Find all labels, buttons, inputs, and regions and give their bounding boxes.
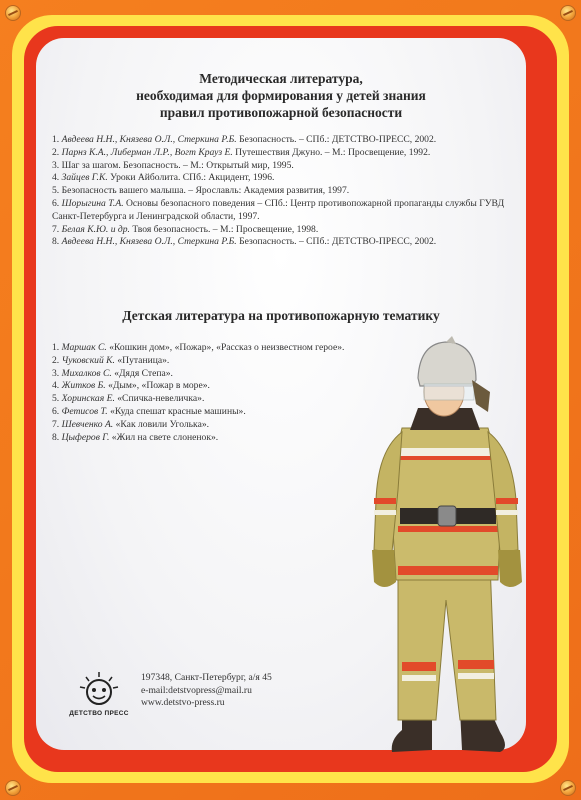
list-item: 8. Авдеева Н.Н., Князева О.Л., Стеркина Р.Б. Безопасность. – СПб.: ДЕТСТВО-ПРЕСС, 2002. [52,236,437,248]
list-item: 7. Белая К.Ю. и др. Твоя безопасность. – М.: Просвещение, 1998. [52,223,319,235]
publisher-website[interactable]: www.detstvo-press.ru [141,697,225,708]
list-item: 6. Шорыгина Т.А. Основы безопасного поведения – СПб.: Центр противопожарной пропаганды службы ГУВД Санкт-Петербурга и Ленинградской области, 1997. [52,197,505,222]
method-literature-list [52,134,512,249]
section1-title-line: правил противопожарной безопасности [159,105,403,120]
list-item: 3. Шаг за шагом. Безопасность. – М.: Открытый мир, 1995. [52,159,294,171]
list-item: 2. Чуковский К. «Путаница». [52,354,170,366]
list-item: 3. Михалков С. «Дядя Степа». [52,367,173,379]
section1-title [36,70,526,121]
publisher-contacts [141,672,272,710]
section1-title-line: необходимая для формирования у детей знания [136,88,426,103]
screw-icon [560,780,576,796]
publisher-logo-icon [64,668,134,710]
list-item: 5. Хоринская Е. «Спичка-невеличка». [52,393,205,405]
list-item: 7. Шевченко А. «Как ловили Уголька». [52,418,210,430]
section2-title: Детская литература на противопожарную тематику [122,308,440,323]
publisher-address: 197348, Санкт-Петербург, а/я 45 [141,672,272,683]
children-literature-list [52,342,352,444]
publisher-email[interactable]: e-mail:detstvopress@mail.ru [141,684,252,696]
list-item: 5. Безопасность вашего малыша. – Ярославль: Академия развития, 1997. [52,185,350,197]
list-item: 1. Авдеева Н.Н., Князева О.Л., Стеркина Р.Б. Безопасность. – СПб.: ДЕТСТВО-ПРЕСС, 2002. [52,134,437,145]
list-item: 8. Цыферов Г. «Жил на свете слоненок». [52,431,219,443]
screw-icon [560,5,576,21]
section1-title-line: Методическая литература, [199,71,363,86]
screw-icon [5,780,21,796]
list-item: 4. Житков Б. «Дым», «Пожар в море». [52,380,210,392]
list-item: 1. Маршак С. «Кошкин дом», «Пожар», «Рассказ о неизвестном герое». [52,342,345,353]
list-item: 2. Парнз К.А., Либерман Л.Р., Вогт Крауз Е. Путешествия Джуно. – М.: Просвещение, 1992. [52,146,431,158]
firefighter-illustration [340,300,540,760]
list-item: 4. Зайцев Г.К. Уроки Айболита. СПб.: Акцидент, 1996. [52,172,275,184]
publisher-logo-text: ДЕТСТВО ПРЕСС [69,710,129,717]
screw-icon [5,5,21,21]
publisher-logo [64,668,134,724]
list-item: 6. Фетисов Т. «Куда спешат красные машины». [52,405,246,417]
